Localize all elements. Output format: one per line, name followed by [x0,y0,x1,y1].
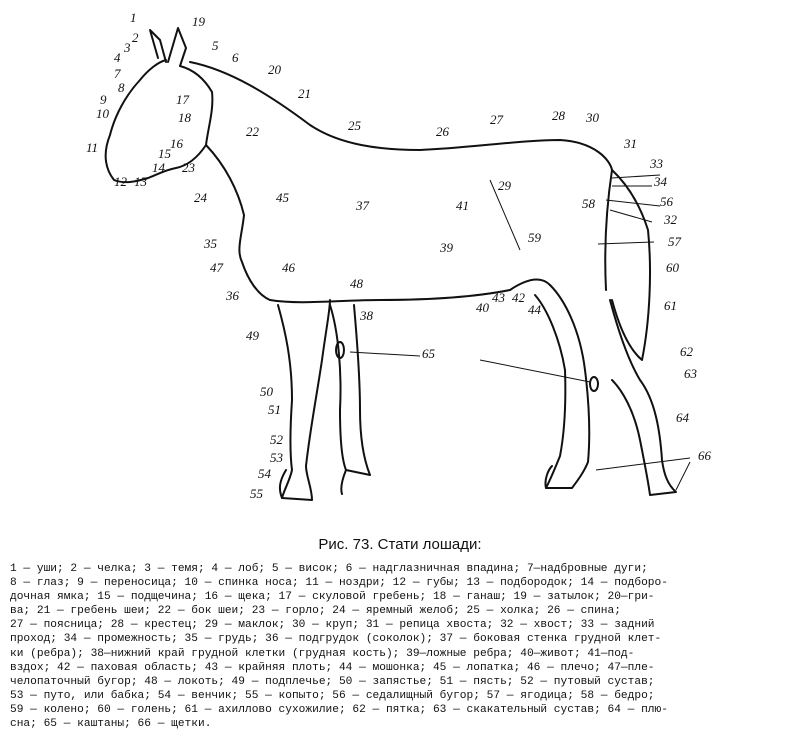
figure-caption: Рис. 73. Стати лошади: [318,536,482,553]
part-label-40: 40 [476,300,489,315]
legend-line: 1 — уши; 2 — челка; 3 — темя; 4 — лоб; 5 — висок; 6 — надглазничная впадина; 7—надбровные дуги; [10,563,648,575]
part-label-31: 31 [624,136,637,151]
part-label-2: 2 [132,30,139,45]
part-label-51: 51 [268,402,281,417]
part-label-60: 60 [666,260,679,275]
part-label-57: 57 [668,234,681,249]
part-label-24: 24 [194,190,207,205]
part-label-8: 8 [118,80,125,95]
part-label-36: 36 [226,288,239,303]
part-label-26: 26 [436,124,449,139]
part-label-7: 7 [114,66,121,81]
part-number-labels [86,10,712,501]
part-label-1: 1 [130,10,137,25]
part-label-18: 18 [178,110,191,125]
part-label-29: 29 [498,178,511,193]
part-label-27: 27 [490,112,503,127]
part-label-55: 55 [250,486,263,501]
part-label-13: 13 [134,174,147,189]
part-label-14: 14 [152,160,165,175]
part-label-16: 16 [170,136,183,151]
horse-outline [106,28,676,500]
legend-line: ва; 21 — гребень шеи; 22 — бок шеи; 23 — горло; 24 — яремный желоб; 25 — холка; 26 — спина; [10,605,621,618]
part-label-15: 15 [158,146,171,161]
part-label-50: 50 [260,384,273,399]
part-label-39: 39 [440,240,453,255]
part-label-5: 5 [212,38,219,53]
part-label-63: 63 [684,366,697,381]
legend-line: проход; 34 — промежность; 35 — грудь; 36 — подгрудок (соколок); 37 — боковая стенка грудной клет- [10,633,662,646]
part-label-61: 61 [664,298,677,313]
part-label-52: 52 [270,432,283,447]
part-label-33: 33 [650,156,663,171]
part-label-47: 47 [210,260,223,275]
part-label-64: 64 [676,410,689,425]
part-label-42: 42 [512,290,525,305]
callout-lines [350,175,690,490]
legend-line: сна; 65 — каштаны; 66 — щетки. [10,718,212,731]
part-label-48: 48 [350,276,363,291]
part-label-11: 11 [86,140,99,155]
part-label-66: 66 [698,448,711,463]
part-label-12: 12 [114,174,127,189]
part-label-37: 37 [356,198,369,213]
part-label-19: 19 [192,14,205,29]
part-label-3: 3 [124,40,131,55]
part-label-45: 45 [276,190,289,205]
part-label-28: 28 [552,108,565,123]
part-label-58: 58 [582,196,595,211]
part-label-9: 9 [100,92,107,107]
legend-line: вздох; 42 — паховая область; 43 — крайняя плоть; 44 — мошонка; 45 — лопатка; 46 — плечо; 47—пле- [10,661,655,674]
part-label-34: 34 [654,174,667,189]
part-label-49: 49 [246,328,259,343]
part-label-65: 65 [422,346,435,361]
part-label-22: 22 [246,124,259,139]
part-label-21: 21 [298,86,311,101]
part-label-43: 43 [492,290,505,305]
part-label-6: 6 [232,50,239,65]
part-label-17: 17 [176,92,189,107]
legend-line: 27 — поясница; 28 — крестец; 29 — маклок; 30 — круп; 31 — репица хвоста; 32 — хвост; 33 — задний [10,619,655,632]
part-label-44: 44 [528,302,541,317]
part-label-30: 30 [586,110,599,125]
part-label-41: 41 [456,198,469,213]
legend-line: 53 — путо, или бабка; 54 — венчик; 55 — копыто; 56 — седалищный бугор; 57 — ягодица; 58 — бедро; [10,689,655,702]
part-label-54: 54 [258,466,271,481]
part-label-46: 46 [282,260,295,275]
legend-line: дочная ямка; 15 — подщечина; 16 — щека; 17 — скуловой гребень; 18 — ганаш; 19 — затылок; 20—гри- [10,591,655,604]
part-label-32: 32 [664,212,677,227]
part-label-62: 62 [680,344,693,359]
part-label-20: 20 [268,62,281,77]
part-label-4: 4 [114,50,121,65]
legend-line: челопаточный бугор; 48 — локоть; 49 — подплечье; 50 — запястье; 51 — пясть; 52 — путовый сустав; [10,675,655,688]
legend-line: 8 — глаз; 9 — переносица; 10 — спинка носа; 11 — ноздри; 12 — губы; 13 — подбородок; 14 — подборо- [10,577,668,590]
part-label-10: 10 [96,106,109,121]
part-label-23: 23 [182,160,195,175]
part-label-56: 56 [660,194,673,209]
part-label-25: 25 [348,118,361,133]
legend [10,562,794,731]
legend-line: ки (ребра); 38—нижний край грудной клетки (грудная кость); 39—ложные ребра; 40—живот; 41—под- [10,647,635,660]
legend-line: 59 — колено; 60 — голень; 61 — ахиллово сухожилие; 62 — пятка; 63 — скакательный сустав; 64 — плю- [10,703,668,716]
part-label-38: 38 [360,308,373,323]
part-label-35: 35 [204,236,217,251]
part-label-59: 59 [528,230,541,245]
part-label-53: 53 [270,450,283,465]
